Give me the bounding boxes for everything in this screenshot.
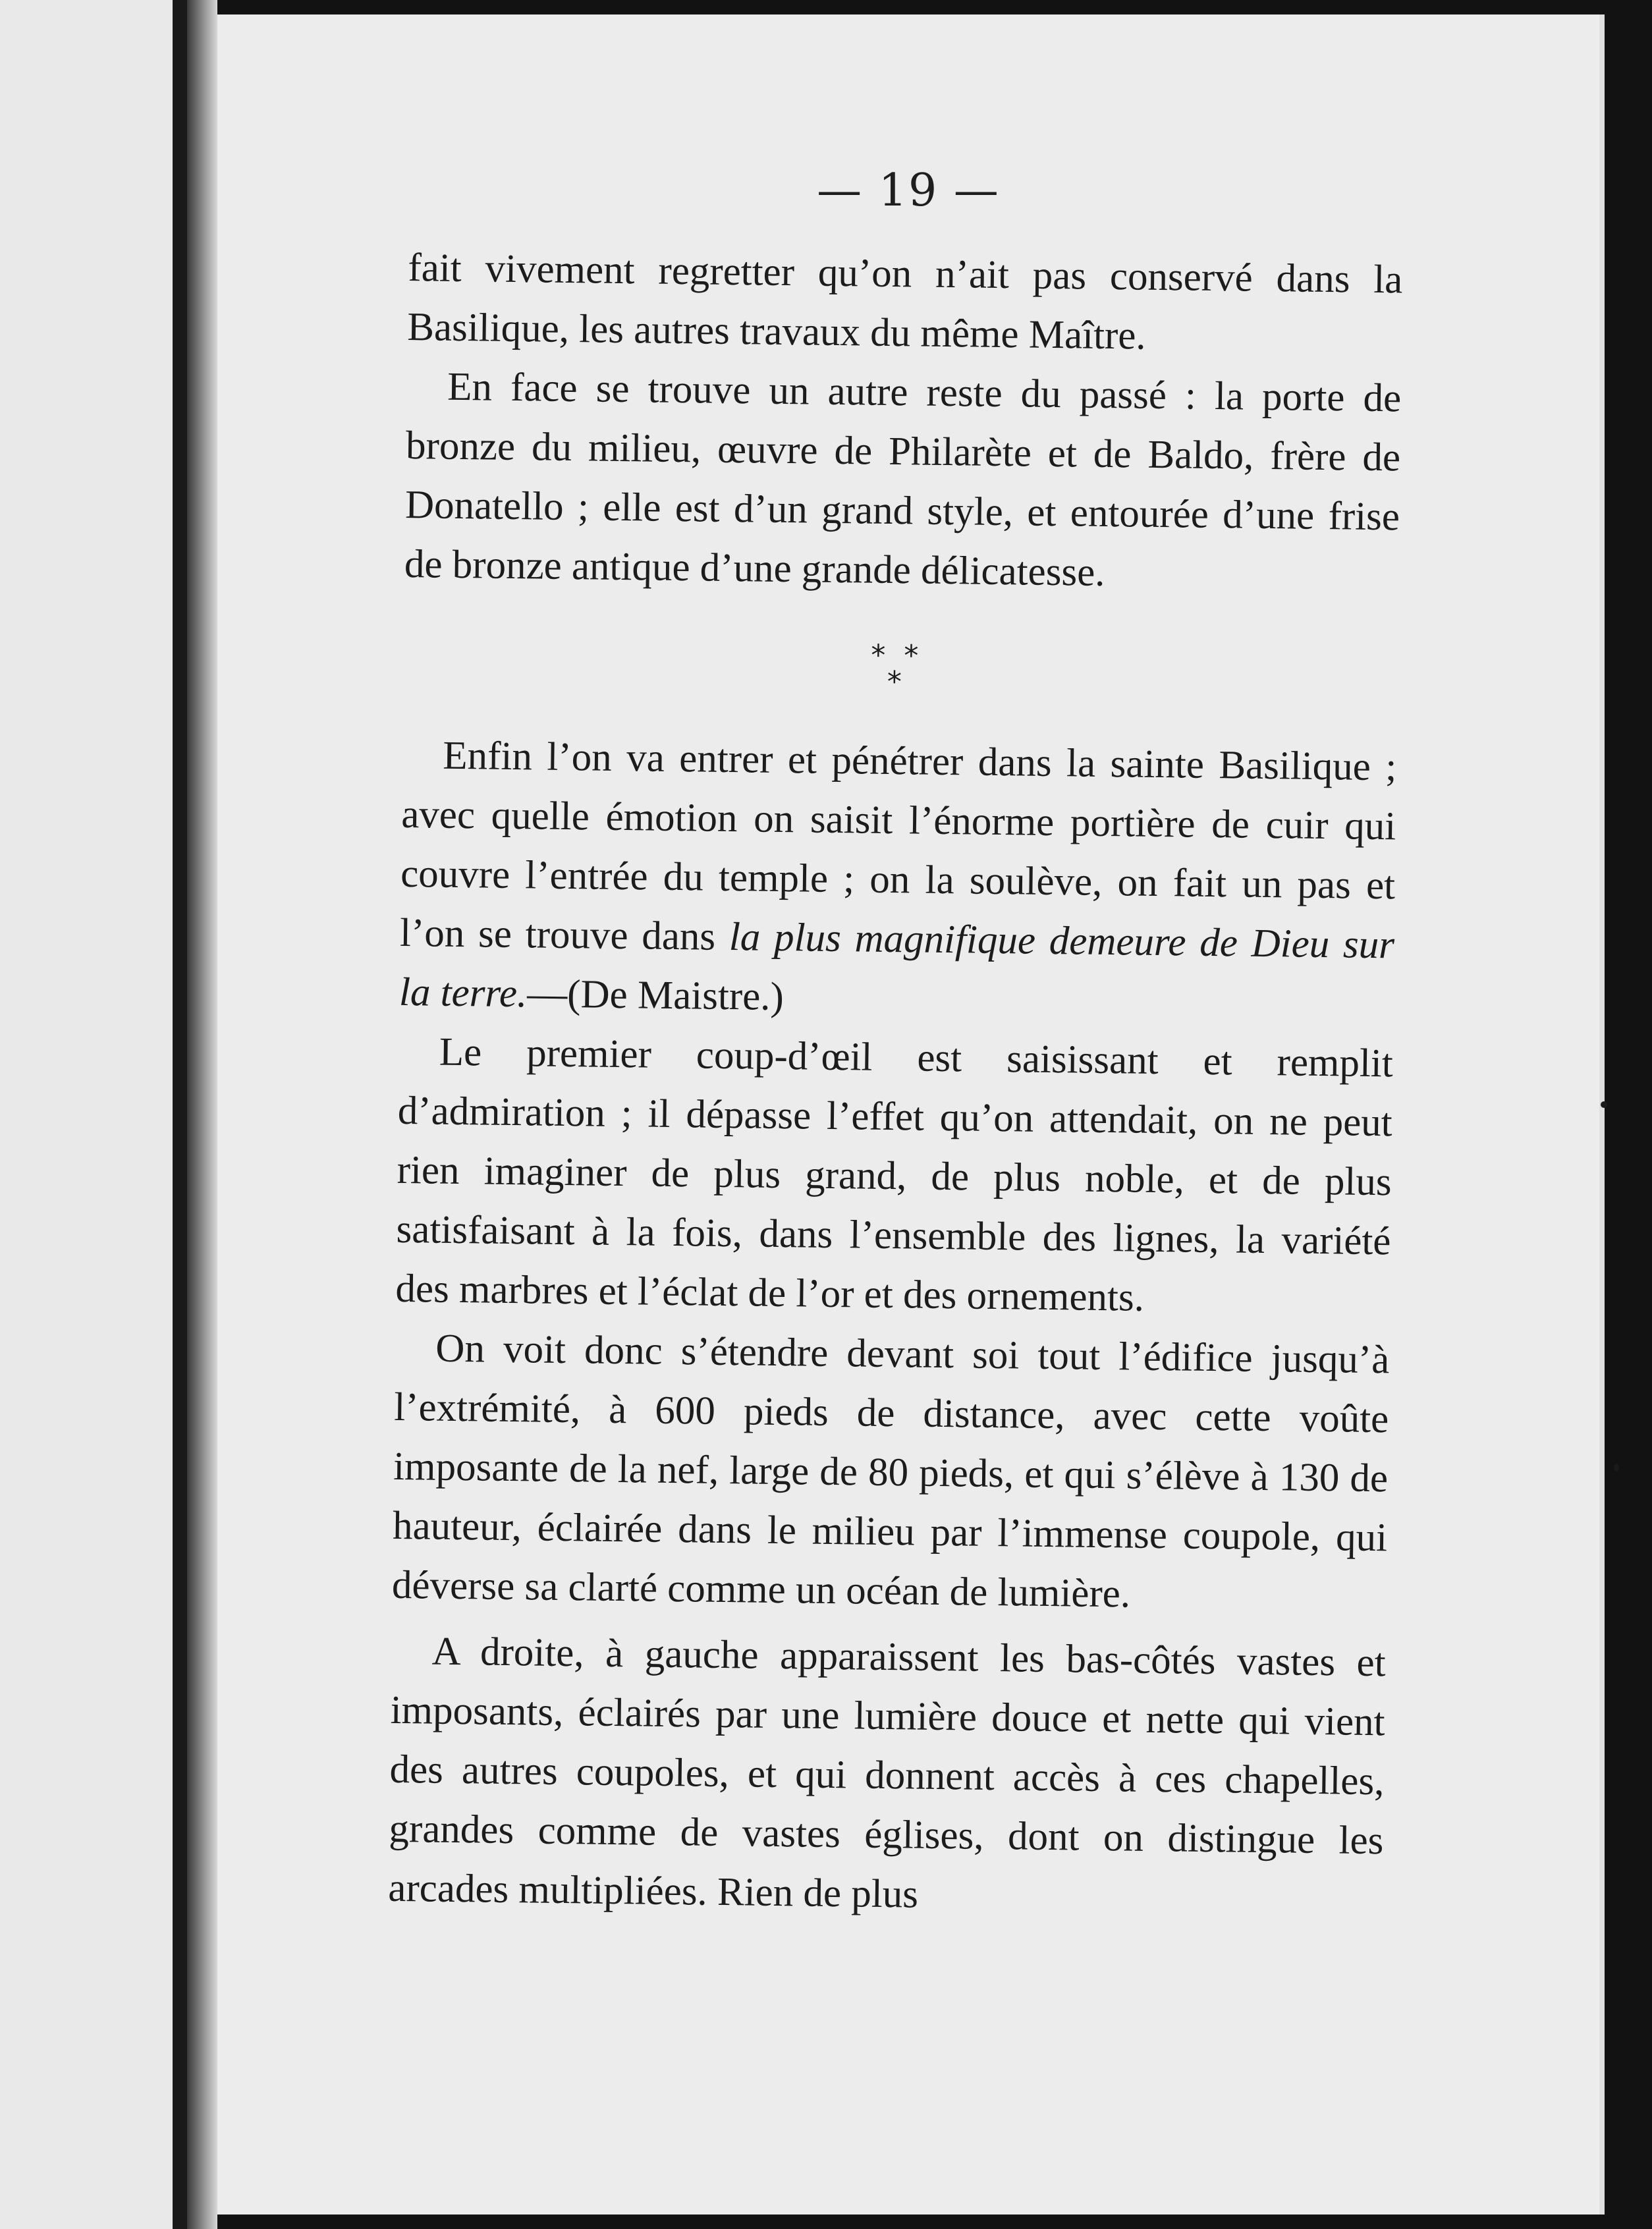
asterisk: *: [871, 638, 886, 673]
paragraph: En face se trouve un autre reste du passé : la porte de bronze du milieu, œuvre de Philarète et de Baldo, frère de Donatello ; elle est d’un grand style, et entourée d’une frise de bronze antique d’une grande délicatesse.: [404, 364, 1402, 595]
scan-speck: [1614, 1464, 1619, 1472]
facing-page-edge: [0, 0, 187, 2229]
book-page: [217, 14, 1605, 2215]
italic-quotation: la plus magnifique demeure de Dieu sur la terre.: [399, 915, 1395, 1016]
paragraph: [399, 726, 1396, 1034]
section-separator-asterism: [402, 594, 1398, 738]
book-gutter: [187, 0, 217, 2229]
paragraph: On voit donc s’étendre devant soi tout l’édifice jusqu’à l’extrémité, à 600 pieds de distance, avec cette voûte imposante de la nef, large de 80 pieds, et qui s’élève à 130 de hauteur, éclairée dans le milieu par l’immense coupole, qui déverse sa clarté comme un océan de lumière.: [391, 1326, 1390, 1616]
paragraph-text: Enfin l’on va entrer et pénétrer dans la sainte Basilique ; avec quelle émotion on saisit l’énorme portière de cuir qui couvre l’entrée du temple ; on la soulève, on fait un pas et l’on se trouve dans: [399, 733, 1397, 960]
paragraph: fait vivement regretter qu’on n’ait pas conservé dans la Basilique, les autres travaux du même Maître.: [406, 245, 1403, 358]
body-text: [388, 238, 1403, 1930]
asterisk: *: [904, 639, 919, 673]
scan-speck: [1601, 1101, 1607, 1108]
page-number: — 19 —: [817, 165, 1000, 217]
paragraph: A droite, à gauche apparaissent les bas-côtés vastes et imposants, éclairés par une lumière douce et nette qui vient des autres coupoles, et qui donnent accès à ces chapelles, grandes comme de vastes églises, dont on distingue les arcades multipliées. Rien de plus: [387, 1629, 1387, 1917]
quotation-attribution: —(De Maistre.): [526, 972, 785, 1020]
paragraph: Le premier coup-d’œil est saisissant et remplit d’admiration ; il dépasse l’effet qu’on attendait, on ne peut rien imaginer de plus grand, de plus noble, et de plus satisfaisant à la fois, dans l’ensemble des lignes, la variété des marbres et l’éclat de l’or et des ornements.: [395, 1030, 1394, 1320]
asterisk: *: [887, 665, 902, 700]
